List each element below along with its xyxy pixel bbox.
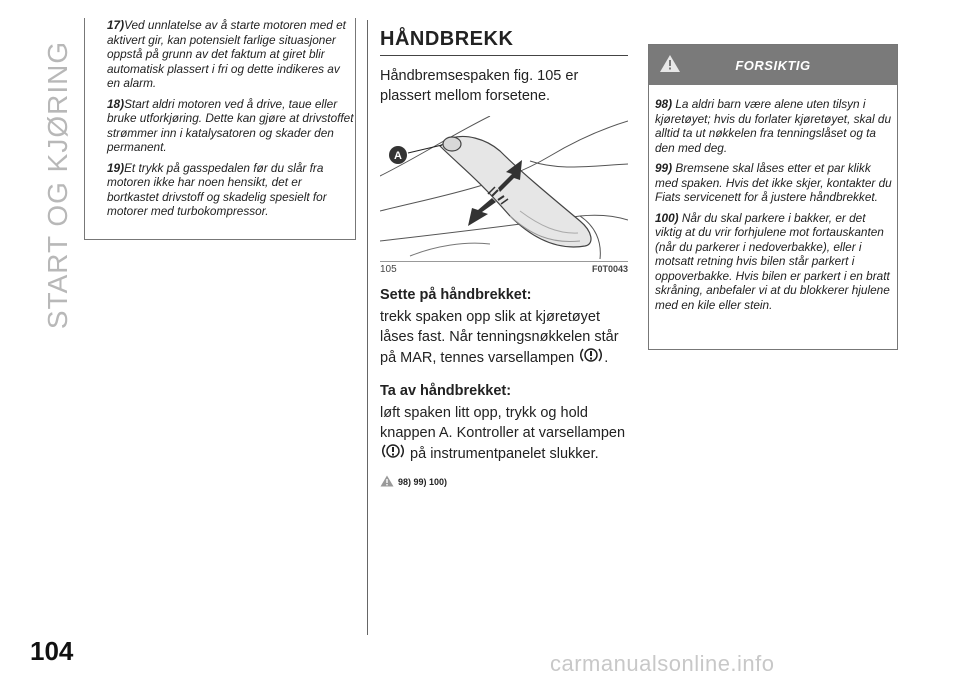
warning-number: 19) bbox=[107, 160, 125, 175]
brake-warning-lamp-icon bbox=[580, 347, 602, 369]
caution-number: 98) bbox=[655, 97, 673, 111]
caution-text: Bremsene skal låses etter et par klikk med spaken. Hvis det ikke skjer, kontakter du Fiats servicenett for å justere håndbrekket. bbox=[655, 161, 892, 204]
column-divider bbox=[367, 20, 368, 635]
side-label-text: START OG KJØRING bbox=[42, 40, 73, 330]
release-text-part: løft spaken litt opp, trykk og hold knappen A. Kontroller at varsellampen bbox=[380, 405, 626, 441]
caution-title: FORSIKTIG bbox=[735, 58, 811, 73]
caution-item bbox=[655, 161, 893, 205]
caution-body bbox=[649, 85, 897, 312]
handbrake-illustration bbox=[380, 116, 628, 259]
section-intro: Håndbremsespaken fig. 105 er plassert mellom forsetene. bbox=[380, 68, 579, 104]
warning-item bbox=[107, 18, 355, 91]
caution-box bbox=[648, 44, 898, 350]
apply-text-end: . bbox=[604, 349, 609, 366]
warning-text: Et trykk på gasspedalen før du slår fra motoren ikke har noen hensikt, det er bortkastet drivstoff og skadelig spesielt for motorer med turbokompressor. bbox=[107, 160, 327, 218]
caution-item bbox=[655, 97, 893, 155]
warning-text: Start aldri motoren ved å drive, taue eller bruke utforkjøring. Dette kan gjøre at drivstoffet strømmer inn i katalysatoren og skader den permanent. bbox=[107, 96, 354, 154]
apply-text bbox=[380, 307, 628, 369]
handbrake-section bbox=[380, 28, 628, 489]
caution-text: La aldri barn være alene uten tilsyn i kjøretøyet; hvis du forlater kjøretøyet, skal du alltid ta ut nøkkelen fra tenningslåset og ta den med deg. bbox=[655, 97, 892, 155]
reference-numbers: 98) 99) 100) bbox=[398, 477, 448, 487]
release-heading: Ta av håndbrekket: bbox=[380, 383, 512, 399]
brake-warning-lamp-icon bbox=[382, 443, 404, 465]
page-number: 104 bbox=[30, 636, 74, 666]
caution-number: 99) bbox=[655, 161, 673, 175]
apply-text-part: trekk spaken opp slik at kjøretøyet låses fast. Når tenningsnøkkelen står på MAR, tennes varsellampen bbox=[380, 309, 619, 366]
caution-header bbox=[649, 45, 897, 85]
left-warning-box bbox=[84, 18, 356, 240]
section-title: HÅNDBREKK bbox=[380, 28, 628, 56]
caution-item bbox=[655, 211, 893, 313]
callout-a: A bbox=[394, 150, 402, 162]
apply-heading: Sette på håndbrekket: bbox=[380, 287, 532, 303]
watermark: carmanualsonline.info bbox=[550, 651, 775, 676]
warning-triangle-icon bbox=[380, 475, 394, 489]
caution-number: 100) bbox=[655, 210, 679, 225]
warning-item bbox=[107, 97, 355, 155]
warning-item bbox=[107, 161, 355, 219]
figure-code: F0T0043 bbox=[591, 264, 628, 274]
figure-number: 105 bbox=[380, 264, 397, 275]
handbrake-figure bbox=[380, 116, 628, 273]
caution-text: Når du skal parkere i bakker, er det viktig at du vrir forhjulene mot fortauskanten (når du parkerer i nedoverbakke), eller i motsatt retning hvis bilen står parkert i oppoverbakke. Hvis bilen er parkert i en bratt skråning, anbefaler vi at du blokkerer hjulene med en kile eller stein. bbox=[655, 210, 890, 312]
warning-references bbox=[380, 475, 628, 489]
release-text-end: på instrumentpanelet slukker. bbox=[410, 445, 599, 462]
figure-caption bbox=[380, 261, 628, 275]
release-text bbox=[380, 403, 628, 465]
warning-number: 17) bbox=[107, 18, 125, 32]
warning-number: 18) bbox=[107, 96, 125, 111]
warning-text: Ved unnlatelse av å starte motoren med et aktivert gir, kan potensielt farlige situasjoner oppstå på grunn av det faktum at giret blir automatisk plassert i fri og dette indikeres av en alarm. bbox=[107, 18, 346, 90]
section-side-label bbox=[28, 20, 88, 350]
